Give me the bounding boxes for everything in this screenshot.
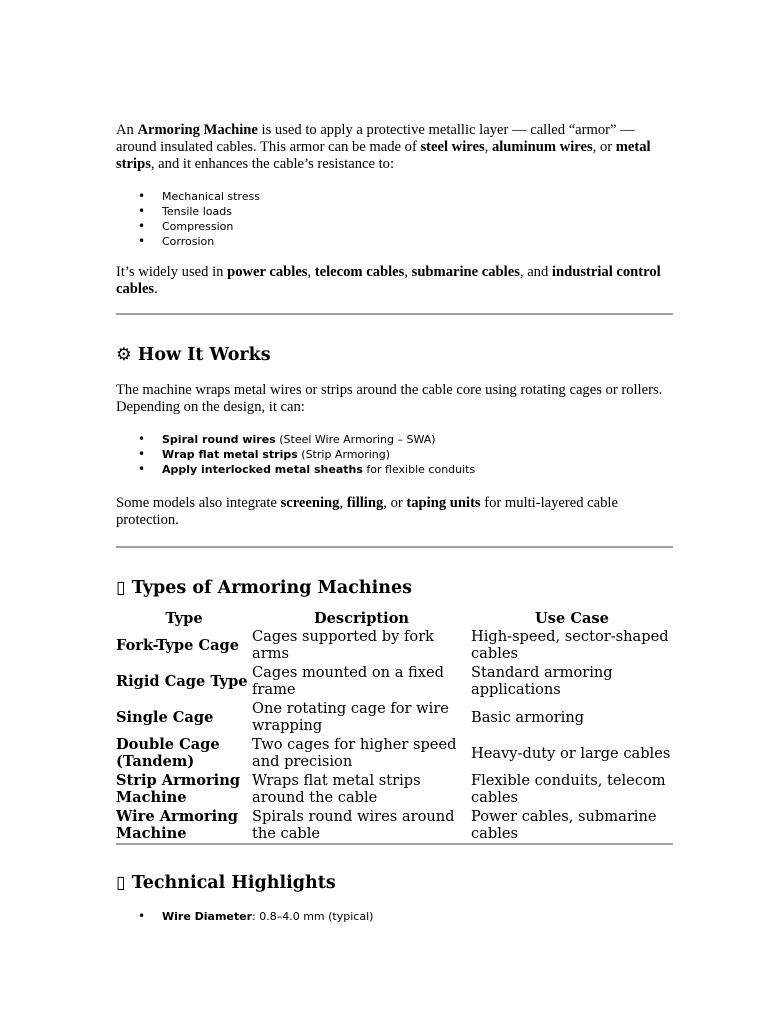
column-header: Type (165, 610, 203, 627)
list-item: • Compression (116, 219, 673, 234)
divider (116, 313, 673, 315)
list-item: • Apply interlocked metal sheaths for flexible conduits (116, 462, 673, 477)
term-aluminum-wires: aluminum wires (491, 139, 593, 155)
table-row: Double Cage (Tandem) Two cages for higher speed and precision Heavy-duty or large cables (116, 736, 671, 770)
models-paragraph: Some models also integrate screening, filling, or taping units for multi-layered cable protection. (116, 495, 618, 528)
table-row: Wire Armoring Machine Spirals round wires around the cable Power cables, submarine cables (116, 807, 673, 844)
section-heading-types: ▯ Types of Armoring Machines (116, 578, 412, 598)
table-header-row (116, 608, 673, 627)
list-item: • Spiral round wires (Steel Wire Armoring – SWA) (116, 432, 673, 447)
missing-glyph-icon: ▯ (116, 578, 126, 598)
highlights-list (116, 909, 673, 924)
table-row: Rigid Cage Type Cages mounted on a fixed frame Standard armoring applications (116, 664, 613, 698)
missing-glyph-icon: ▯ (116, 873, 126, 893)
column-header: Use Case (535, 610, 609, 627)
intro-paragraph: An Armoring Machine is used to apply a protective metallic layer — called “armor” — around insulated cables. This armor can be made of steel wires, aluminum wires, or metal strips, and it enhances the cable’s resistance to: (116, 122, 651, 172)
section-heading-highlights: ▯ Technical Highlights (116, 873, 336, 893)
usage-paragraph: It’s widely used in power cables, telecom cables, submarine cables, and industrial control cables. (116, 264, 661, 297)
column-header: Description (313, 610, 410, 627)
list-item: • Corrosion (116, 234, 673, 249)
term-steel-wires: steel wires (420, 139, 485, 155)
list-item: • Wrap flat metal strips (Strip Armoring) (116, 447, 673, 462)
method-list (116, 432, 673, 477)
term-armoring-machine: Armoring Machine (137, 122, 258, 138)
divider (116, 546, 673, 548)
list-item: • Wire Diameter: 0.8–4.0 mm (typical) (116, 909, 673, 924)
gear-icon: ⚙ (116, 345, 132, 365)
how-it-works-paragraph: The machine wraps metal wires or strips around the cable core using rotating cages or rollers. Depending on the design, it can: (116, 382, 663, 415)
table-row: Single Cage One rotating cage for wire wrapping Basic armoring (116, 700, 585, 734)
table-row: Strip Armoring Machine Wraps flat metal strips around the cable Flexible conduits, telecom cables (116, 772, 666, 806)
table-row: Fork-Type Cage Cages supported by fork arms High-speed, sector-shaped cables (116, 628, 669, 662)
list-item: • Mechanical stress (116, 189, 673, 204)
term-metal-strips: metal strips (116, 139, 651, 172)
resistance-list (116, 189, 673, 249)
types-table (116, 608, 673, 845)
list-item: • Tensile loads (116, 204, 673, 219)
document-page (116, 122, 673, 924)
section-heading-how-it-works: ⚙ How It Works (116, 345, 271, 365)
